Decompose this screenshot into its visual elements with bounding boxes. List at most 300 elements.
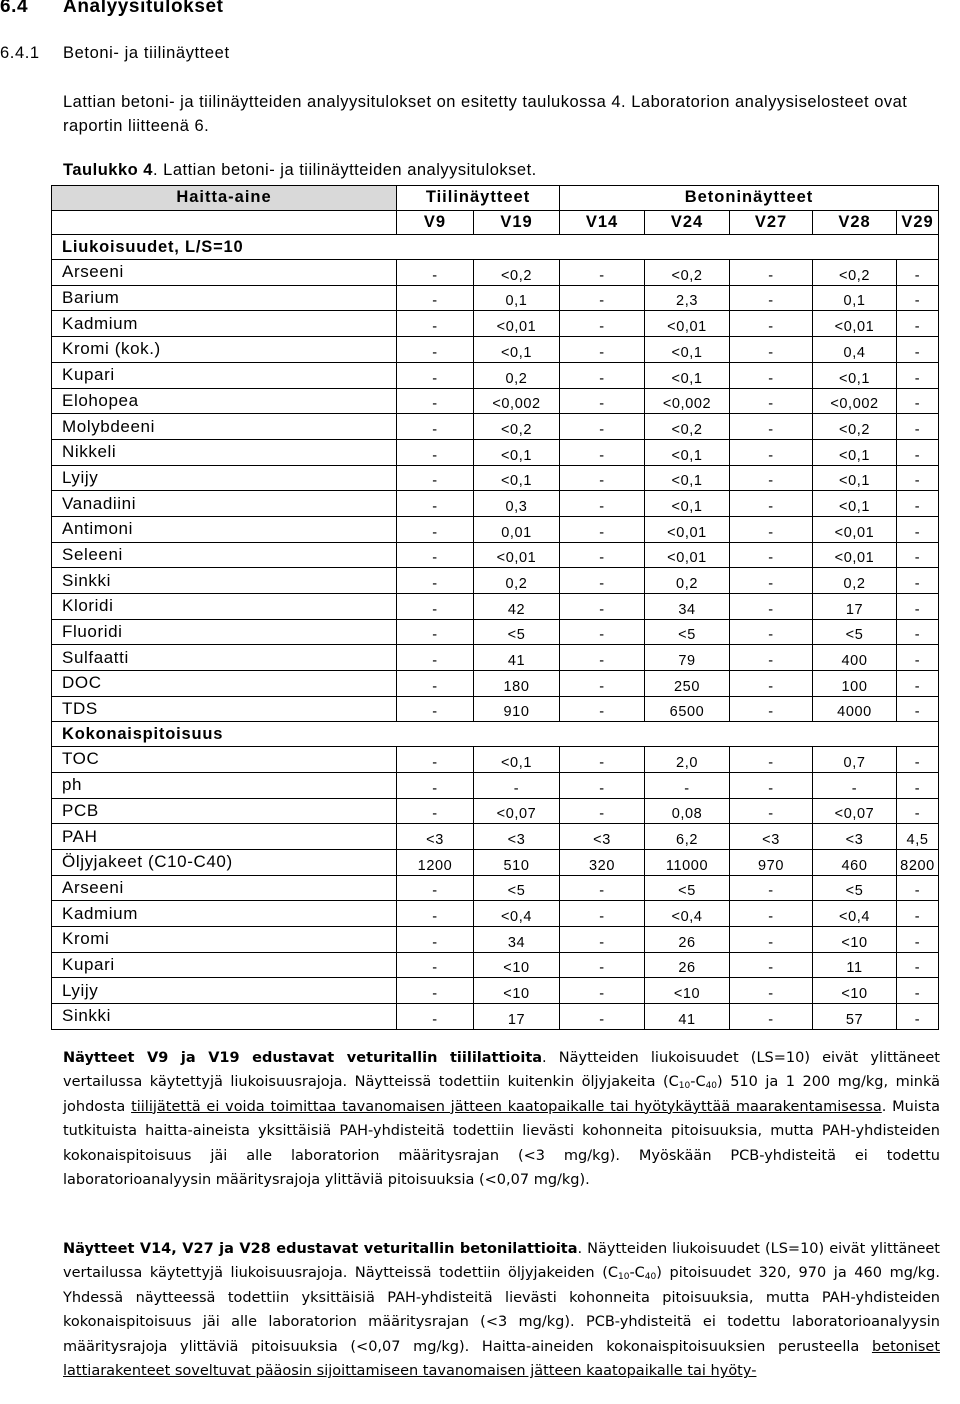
table-row	[52, 337, 939, 363]
table-caption-text: . Lattian betoni- ja tiilinäytteiden analyysitulokset.	[152, 161, 537, 179]
value-cell: <10	[813, 926, 897, 952]
value-cell: -	[730, 388, 813, 414]
value-cell: <3	[397, 824, 474, 850]
table-row	[52, 516, 939, 542]
value-cell: -	[560, 491, 645, 517]
value-cell: -	[397, 542, 474, 568]
value-cell: <5	[474, 875, 560, 901]
value-cell: -	[730, 568, 813, 594]
substance-name-cell: Öljyjakeet (C10-C40)	[52, 849, 397, 875]
value-cell: -	[897, 362, 939, 388]
value-cell: 0,01	[474, 516, 560, 542]
value-cell: -	[897, 798, 939, 824]
value-cell: -	[730, 414, 813, 440]
value-cell: -	[560, 978, 645, 1004]
value-cell: <0,4	[474, 901, 560, 927]
section-row	[52, 722, 939, 747]
value-cell: -	[397, 388, 474, 414]
value-cell: -	[897, 568, 939, 594]
section-heading	[0, 0, 224, 18]
paragraph-text: -C	[690, 1074, 706, 1091]
value-cell: <0,1	[645, 337, 730, 363]
value-cell: -	[397, 1004, 474, 1030]
value-cell: 0,7	[813, 747, 897, 773]
value-cell: -	[897, 747, 939, 773]
value-cell: -	[897, 311, 939, 337]
value-cell: -	[897, 875, 939, 901]
substance-name-cell: TOC	[52, 747, 397, 773]
value-cell: -	[897, 772, 939, 798]
substance-name-cell: Molybdeeni	[52, 414, 397, 440]
value-cell: -	[560, 772, 645, 798]
value-cell: 0,3	[474, 491, 560, 517]
sample-id-cell: V28	[813, 210, 897, 235]
value-cell: -	[397, 619, 474, 645]
substance-name-cell: Kromi	[52, 926, 397, 952]
sample-id-cell: V24	[645, 210, 730, 235]
substance-name-cell: PCB	[52, 798, 397, 824]
value-cell: <0,1	[645, 465, 730, 491]
table-row	[52, 849, 939, 875]
value-cell: -	[897, 1004, 939, 1030]
value-cell: -	[730, 772, 813, 798]
value-cell: -	[897, 491, 939, 517]
section-title-cell: Kokonaispitoisuus	[52, 722, 939, 747]
header-blank-cell	[52, 210, 397, 235]
value-cell: 250	[645, 671, 730, 697]
table-row	[52, 696, 939, 722]
value-cell: -	[560, 337, 645, 363]
value-cell: 400	[813, 645, 897, 671]
value-cell: -	[730, 439, 813, 465]
value-cell: -	[560, 671, 645, 697]
value-cell: -	[730, 645, 813, 671]
value-cell: -	[730, 260, 813, 286]
value-cell: <0,01	[645, 542, 730, 568]
value-cell: <0,2	[813, 260, 897, 286]
value-cell: -	[560, 465, 645, 491]
value-cell: <10	[813, 978, 897, 1004]
value-cell: <0,07	[813, 798, 897, 824]
table-row	[52, 594, 939, 620]
value-cell: -	[560, 260, 645, 286]
substance-name-cell: Sulfaatti	[52, 645, 397, 671]
value-cell: 6,2	[645, 824, 730, 850]
value-cell: 34	[645, 594, 730, 620]
value-cell: -	[897, 901, 939, 927]
substance-name-cell: Vanadiini	[52, 491, 397, 517]
value-cell: <0,1	[645, 491, 730, 517]
value-cell: <0,01	[645, 311, 730, 337]
table-row	[52, 311, 939, 337]
value-cell: -	[730, 901, 813, 927]
underlined-conclusion: betoniset lattiarakenteet soveltuvat pääosin sijoittamiseen tavanomaisen jätteen kaatopaikalle tai hyöty-	[63, 1338, 940, 1380]
table-row	[52, 901, 939, 927]
value-cell: -	[397, 568, 474, 594]
substance-name-cell: Kupari	[52, 952, 397, 978]
substance-name-cell: Seleeni	[52, 542, 397, 568]
value-cell: <0,4	[813, 901, 897, 927]
value-cell: 34	[474, 926, 560, 952]
substance-name-cell: ph	[52, 772, 397, 798]
value-cell: 100	[813, 671, 897, 697]
value-cell: -	[730, 594, 813, 620]
substance-name-cell: Kadmium	[52, 901, 397, 927]
value-cell: <0,2	[813, 414, 897, 440]
value-cell: 0,2	[645, 568, 730, 594]
value-cell: -	[730, 516, 813, 542]
value-cell: <0,01	[474, 311, 560, 337]
value-cell: <0,01	[813, 311, 897, 337]
value-cell: 320	[560, 849, 645, 875]
value-cell: -	[397, 465, 474, 491]
table-row	[52, 465, 939, 491]
value-cell: -	[730, 671, 813, 697]
value-cell: -	[730, 696, 813, 722]
value-cell: <3	[560, 824, 645, 850]
value-cell: -	[397, 875, 474, 901]
value-cell: -	[397, 516, 474, 542]
value-cell: 41	[645, 1004, 730, 1030]
value-cell: <5	[645, 875, 730, 901]
paragraph-text: . Näytteiden liukoisuudet (LS=10) eivät ylittäneet vertailussa käytettyjä liukoisuusrajoja. Näytteissä todettiin öljyjakeiden (C	[63, 1241, 940, 1282]
table-row	[52, 875, 939, 901]
value-cell: 79	[645, 645, 730, 671]
value-cell: <0,1	[645, 362, 730, 388]
value-cell: -	[730, 875, 813, 901]
subsection-title: Betoni- ja tiilinäytteet	[63, 44, 230, 62]
table-row	[52, 671, 939, 697]
value-cell: -	[560, 516, 645, 542]
value-cell: 510	[474, 849, 560, 875]
results-table	[51, 185, 939, 1030]
value-cell: -	[397, 439, 474, 465]
value-cell: <0,01	[813, 542, 897, 568]
value-cell: 0,4	[813, 337, 897, 363]
paragraph-brick-samples	[63, 1046, 940, 1192]
subscript: 10	[678, 1081, 691, 1092]
value-cell: <3	[813, 824, 897, 850]
value-cell: <0,1	[813, 362, 897, 388]
value-cell: <3	[730, 824, 813, 850]
sample-id-cell: V29	[897, 210, 939, 235]
value-cell: -	[813, 772, 897, 798]
value-cell: -	[730, 1004, 813, 1030]
value-cell: -	[397, 645, 474, 671]
value-cell: -	[730, 952, 813, 978]
value-cell: <0,01	[474, 542, 560, 568]
substance-name-cell: Fluoridi	[52, 619, 397, 645]
value-cell: -	[397, 414, 474, 440]
table-row	[52, 978, 939, 1004]
value-cell: -	[397, 594, 474, 620]
substance-name-cell: Kadmium	[52, 311, 397, 337]
value-cell: -	[560, 311, 645, 337]
value-cell: <10	[474, 978, 560, 1004]
value-cell: -	[560, 901, 645, 927]
substance-name-cell: DOC	[52, 671, 397, 697]
value-cell: 11000	[645, 849, 730, 875]
value-cell: <0,1	[813, 491, 897, 517]
substance-name-cell: Kromi (kok.)	[52, 337, 397, 363]
value-cell: <0,2	[474, 260, 560, 286]
value-cell: -	[397, 952, 474, 978]
intro-paragraph: Lattian betoni- ja tiilinäytteiden analyysitulokset on esitetty taulukossa 4. Laboratorion analyysiselosteet ovat raportin liitteenä 6.	[63, 93, 908, 135]
substance-name-cell: Antimoni	[52, 516, 397, 542]
substance-name-cell: Elohopea	[52, 388, 397, 414]
value-cell: -	[397, 926, 474, 952]
value-cell: <0,1	[474, 465, 560, 491]
value-cell: 2,0	[645, 747, 730, 773]
table-row	[52, 798, 939, 824]
table-row	[52, 491, 939, 517]
value-cell: -	[730, 465, 813, 491]
value-cell: 0,2	[813, 568, 897, 594]
value-cell: <5	[813, 619, 897, 645]
value-cell: 910	[474, 696, 560, 722]
substance-name-cell: Sinkki	[52, 568, 397, 594]
paragraph-text: . Muista tutkituista haitta-aineista yksittäisiä PAH-yhdisteitä todettiin lievästi kohonneita pitoisuuksia, mutta PAH-yhdisteiden kokonaispitoisuus jäi alle laboratorion määritysrajan (<3 mg/kg). Myöskään PCB-yhdisteitä ei todettu laboratorioanalyysin määritysrajoja ylittäviä pitoisuuksia (<0,07 mg/kg).	[63, 1098, 941, 1189]
paragraph-text: . Näytteiden liukoisuudet (LS=10) eivät ylittäneet vertailussa käytettyjä liukoisuusrajoja. Näytteissä todettiin kuitenkin öljyjakeita (C	[63, 1050, 940, 1091]
value-cell: -	[897, 439, 939, 465]
value-cell: 4,5	[897, 824, 939, 850]
section-row	[52, 235, 939, 260]
value-cell: -	[560, 1004, 645, 1030]
value-cell: -	[397, 696, 474, 722]
value-cell: -	[897, 671, 939, 697]
value-cell: -	[730, 978, 813, 1004]
value-cell: <0,07	[474, 798, 560, 824]
value-cell: -	[560, 414, 645, 440]
sample-id-cell: V27	[730, 210, 813, 235]
value-cell: -	[474, 772, 560, 798]
value-cell: 17	[813, 594, 897, 620]
value-cell: -	[897, 337, 939, 363]
value-cell: 57	[813, 1004, 897, 1030]
subsection-heading	[0, 44, 230, 63]
value-cell: 0,1	[474, 285, 560, 311]
value-cell: -	[560, 594, 645, 620]
value-cell: -	[560, 362, 645, 388]
substance-name-cell: Lyijy	[52, 978, 397, 1004]
value-cell: <0,2	[645, 414, 730, 440]
value-cell: 2,3	[645, 285, 730, 311]
table-row	[52, 619, 939, 645]
value-cell: -	[560, 542, 645, 568]
substance-name-cell: Sinkki	[52, 1004, 397, 1030]
table-row	[52, 362, 939, 388]
value-cell: 26	[645, 952, 730, 978]
value-cell: <0,1	[474, 439, 560, 465]
header-betoninaytteet: Betoninäytteet	[560, 186, 939, 211]
table-row	[52, 926, 939, 952]
value-cell: <0,4	[645, 901, 730, 927]
table-row	[52, 952, 939, 978]
value-cell: -	[397, 311, 474, 337]
table-row	[52, 542, 939, 568]
value-cell: -	[397, 362, 474, 388]
value-cell: 17	[474, 1004, 560, 1030]
substance-name-cell: Kupari	[52, 362, 397, 388]
value-cell: -	[897, 260, 939, 286]
table-row	[52, 568, 939, 594]
subscript: 40	[644, 1272, 657, 1283]
value-cell: -	[730, 337, 813, 363]
sample-id-cell: V9	[397, 210, 474, 235]
value-cell: <0,002	[813, 388, 897, 414]
value-cell: -	[560, 747, 645, 773]
table-row	[52, 1004, 939, 1030]
value-cell: 0,1	[813, 285, 897, 311]
value-cell: -	[730, 619, 813, 645]
table-caption	[63, 161, 537, 180]
substance-name-cell: Barium	[52, 285, 397, 311]
value-cell: 11	[813, 952, 897, 978]
value-cell: -	[897, 516, 939, 542]
value-cell: -	[560, 696, 645, 722]
value-cell: <0,1	[474, 337, 560, 363]
value-cell: 0,08	[645, 798, 730, 824]
value-cell: <5	[474, 619, 560, 645]
value-cell: -	[397, 901, 474, 927]
value-cell: 1200	[397, 849, 474, 875]
value-cell: 0,2	[474, 362, 560, 388]
value-cell: 0,2	[474, 568, 560, 594]
substance-name-cell: PAH	[52, 824, 397, 850]
value-cell: -	[730, 285, 813, 311]
value-cell: -	[730, 747, 813, 773]
value-cell: 180	[474, 671, 560, 697]
value-cell: -	[397, 491, 474, 517]
value-cell: -	[897, 978, 939, 1004]
value-cell: -	[397, 798, 474, 824]
table-row	[52, 645, 939, 671]
paragraph-concrete-samples	[63, 1237, 940, 1383]
value-cell: -	[397, 285, 474, 311]
value-cell: -	[560, 619, 645, 645]
value-cell: -	[560, 952, 645, 978]
substance-name-cell: Nikkeli	[52, 439, 397, 465]
value-cell: <0,002	[474, 388, 560, 414]
value-cell: 41	[474, 645, 560, 671]
substance-name-cell: Lyijy	[52, 465, 397, 491]
value-cell: -	[560, 439, 645, 465]
value-cell: -	[560, 875, 645, 901]
underlined-conclusion: tiilijätettä ei voida toimittaa tavanomaisen jätteen kaatopaikalle tai hyötykäyttää maarakentamisessa	[131, 1098, 882, 1115]
section-number: 6.4	[0, 0, 29, 17]
value-cell: -	[560, 568, 645, 594]
value-cell: 970	[730, 849, 813, 875]
value-cell: -	[730, 542, 813, 568]
value-cell: <3	[474, 824, 560, 850]
table-row	[52, 824, 939, 850]
paragraph-lead-bold: Näytteet V9 ja V19 edustavat veturitallin tiililattioita	[63, 1050, 543, 1066]
header-tiilinaytteet: Tiilinäytteet	[397, 186, 560, 211]
value-cell: <0,01	[813, 516, 897, 542]
value-cell: -	[397, 260, 474, 286]
section-title: Analyysitulokset	[63, 0, 224, 17]
value-cell: <10	[645, 978, 730, 1004]
sample-id-cell: V19	[474, 210, 560, 235]
table-row	[52, 388, 939, 414]
paragraph-text: ) 510 ja 1 200 mg/kg, minkä johdosta	[63, 1074, 940, 1115]
value-cell: -	[897, 285, 939, 311]
subscript: 40	[705, 1081, 718, 1092]
sample-id-cell: V14	[560, 210, 645, 235]
substance-name-cell: Arseeni	[52, 875, 397, 901]
value-cell: -	[397, 671, 474, 697]
value-cell: -	[560, 285, 645, 311]
value-cell: -	[560, 926, 645, 952]
value-cell: -	[897, 388, 939, 414]
table-caption-label: Taulukko 4	[63, 161, 153, 179]
value-cell: -	[897, 952, 939, 978]
value-cell: <0,1	[813, 439, 897, 465]
value-cell: -	[897, 414, 939, 440]
value-cell: <0,01	[645, 516, 730, 542]
results-body	[52, 235, 939, 1029]
value-cell: -	[897, 696, 939, 722]
value-cell: -	[897, 465, 939, 491]
value-cell: -	[397, 747, 474, 773]
substance-name-cell: Kloridi	[52, 594, 397, 620]
value-cell: -	[645, 772, 730, 798]
value-cell: -	[897, 619, 939, 645]
value-cell: -	[397, 337, 474, 363]
value-cell: 8200	[897, 849, 939, 875]
header-haitta-aine: Haitta-aine	[52, 186, 397, 211]
value-cell: <0,1	[474, 747, 560, 773]
paragraph-text: ) pitoisuudet 320, 970 ja 460 mg/kg. Yhdessä näytteessä todettiin yksittäisiä PAH-yhdisteitä lievästi kohonneita pitoisuuksia, mutta PAH-yhdisteiden kokonaispitoisuus jäi alle laboratorion määritysrajan (<3 mg/kg). PCB-yhdisteitä ei todettu laboratorioanalyysin määritysrajoja ylittäviä pitoisuuksia (<0,07 mg/kg). Haitta-aineiden kokonaispitoisuuksien perusteella	[63, 1265, 940, 1355]
value-cell: <5	[645, 619, 730, 645]
table-row	[52, 747, 939, 773]
value-cell: <10	[474, 952, 560, 978]
value-cell: 42	[474, 594, 560, 620]
value-cell: <5	[813, 875, 897, 901]
value-cell: 26	[645, 926, 730, 952]
paragraph-lead-bold: Näytteet V14, V27 ja V28 edustavat veturitallin betonilattioita	[63, 1241, 578, 1257]
value-cell: 4000	[813, 696, 897, 722]
value-cell: 460	[813, 849, 897, 875]
value-cell: <0,002	[645, 388, 730, 414]
value-cell: 6500	[645, 696, 730, 722]
substance-name-cell: TDS	[52, 696, 397, 722]
subscript: 10	[617, 1272, 630, 1283]
value-cell: -	[560, 645, 645, 671]
table-row	[52, 285, 939, 311]
substance-name-cell: Arseeni	[52, 260, 397, 286]
subsection-number: 6.4.1	[0, 44, 40, 62]
value-cell: -	[560, 388, 645, 414]
value-cell: -	[730, 311, 813, 337]
table-row	[52, 439, 939, 465]
value-cell: -	[397, 978, 474, 1004]
section-title-cell: Liukoisuudet, L/S=10	[52, 235, 939, 260]
value-cell: <0,2	[645, 260, 730, 286]
table-row	[52, 260, 939, 286]
value-cell: -	[897, 542, 939, 568]
value-cell: -	[897, 926, 939, 952]
value-cell: -	[897, 645, 939, 671]
paragraph-text: -C	[629, 1265, 645, 1282]
table-row	[52, 414, 939, 440]
value-cell: -	[730, 926, 813, 952]
value-cell: <0,2	[474, 414, 560, 440]
table-row	[52, 772, 939, 798]
value-cell: -	[730, 362, 813, 388]
value-cell: -	[397, 772, 474, 798]
value-cell: -	[897, 594, 939, 620]
